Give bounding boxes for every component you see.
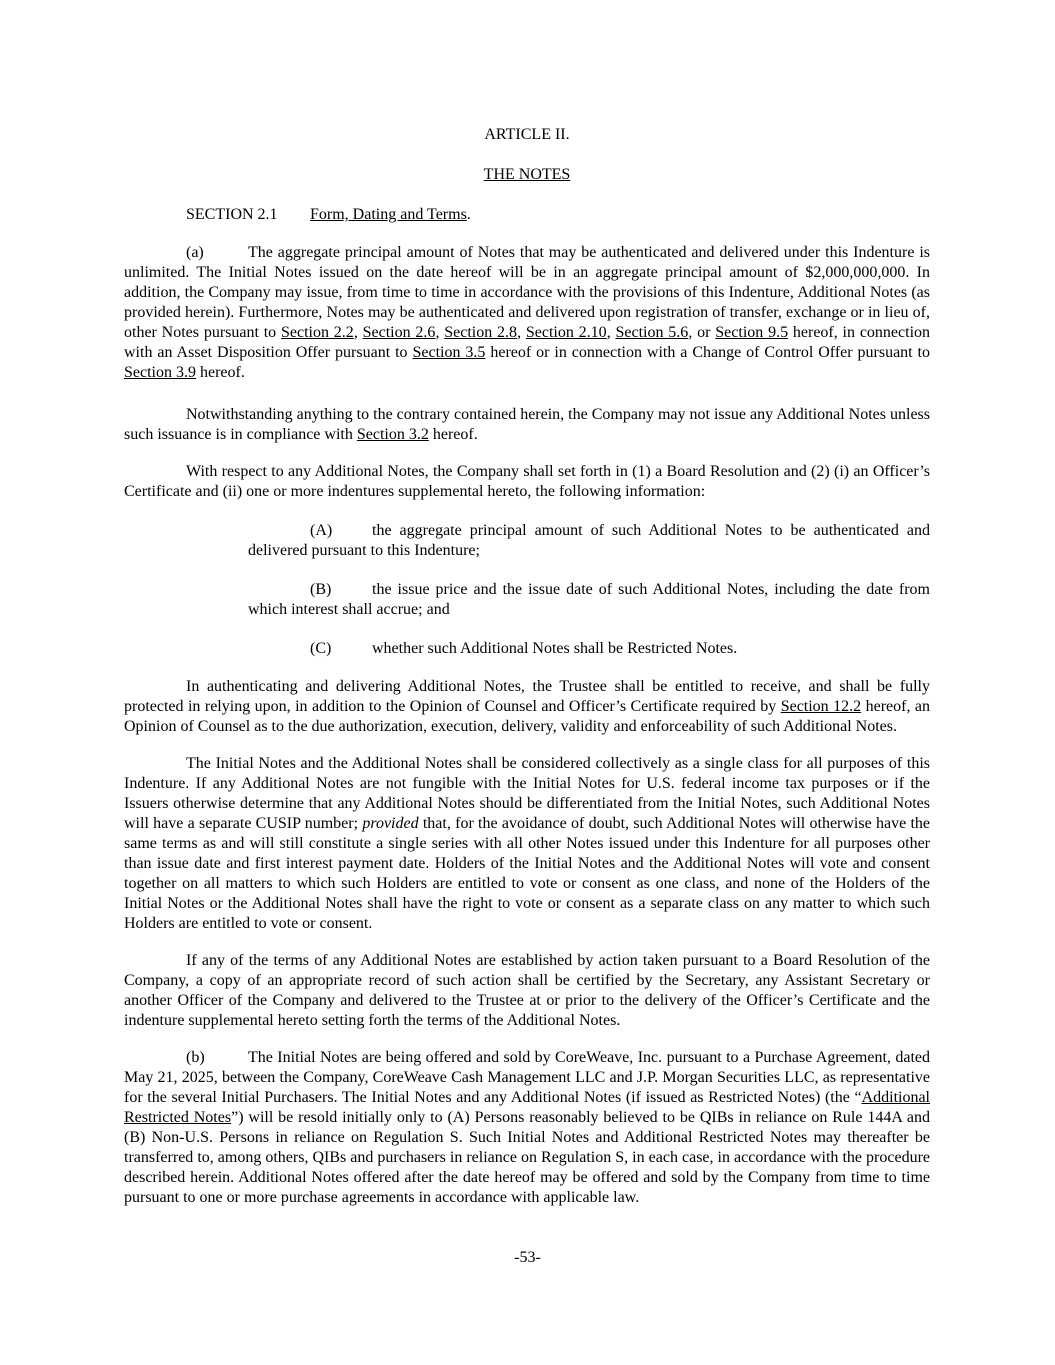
ref-separator: ,: [606, 324, 616, 341]
list-item-text: whether such Additional Notes shall be Restricted Notes.: [372, 640, 738, 657]
section-ref-5-6: Section 5.6: [615, 324, 689, 341]
paragraph-a-label: (a): [186, 244, 204, 261]
paragraph-a-text-3: hereof or in connection with a Change of Control Offer pursuant to: [485, 344, 931, 361]
paragraph-authenticating-text-1: In authenticating and delivering Additional Notes, the Trustee shall be entitled to receive, and shall be fully protected in relying upon, in addition to the Opinion of Counsel and Officer’s Certificate required by: [124, 678, 930, 715]
paragraph-b-text-2: ”) will be resold initially only to (A) Persons reasonably believed to be QIBs in reliance on Rule 144A and (B) Non-U.S. Persons in reliance on Regulation S. Such Initial Notes and Additional Restricted Notes may thereafter be transferred to, among others, QIBs and purchasers in reliance on Regulation S, in each case, in accordance with the procedure described herein. Additional Notes offered after the date hereof may be offered and sold by the Company from time to time pursuant to one or more purchase agreements in accordance with applicable law.: [124, 1109, 930, 1206]
list-item-a: [248, 521, 930, 561]
section-ref-3-2: Section 3.2: [356, 426, 429, 443]
section-ref-2-10: Section 2.10: [525, 324, 607, 341]
paragraph-initial-notes-text-2: that, for the avoidance of doubt, such Additional Notes will otherwise have the same terms as and will still constitute a single series with all other Notes issued under this Indenture for all purposes other than issue date and first interest payment date. Holders of the Initial Notes and the Additional Notes will vote and consent together on all matters to which such Holders are entitled to vote or consent as one class, and none of the Holders of the Initial Notes or the Additional Notes shall have the right to vote or consent as a separate class on any matter to which such Holders are entitled to vote or consent.: [124, 815, 930, 932]
paragraph-authenticating-text-2: hereof, an Opinion of Counsel as to the due authorization, execution, delivery, validity and enforceability of such Additional Notes.: [124, 698, 931, 735]
list-item-label: (C): [310, 640, 332, 657]
list-item-c: [248, 639, 930, 659]
article-heading: ARTICLE II.: [484, 126, 570, 143]
list-item-label: (B): [310, 581, 332, 598]
section-heading-period: .: [466, 206, 471, 223]
section-ref-2-6: Section 2.6: [362, 324, 436, 341]
section-ref-2-8: Section 2.8: [444, 324, 518, 341]
page-number: -53-: [514, 1249, 541, 1266]
section-ref-3-5: Section 3.5: [412, 344, 486, 361]
page-content: [124, 125, 930, 1208]
paragraph-a: [124, 243, 930, 383]
paragraph-a-text-4: hereof.: [196, 364, 245, 381]
section-number: SECTION 2.1: [186, 206, 278, 223]
paragraph-b-label: (b): [186, 1049, 205, 1066]
paragraph-b-text-1: The Initial Notes are being offered and sold by CoreWeave, Inc. pursuant to a Purchase Agreement, dated May 21, 2025, between the Company, CoreWeave Cash Management LLC and J.P. Morgan Securities LLC, as representative for the several Initial Purchasers. The Initial Notes and any Additional Notes (if issued as Restricted Notes) (the “: [124, 1049, 930, 1106]
section-ref-2-2: Section 2.2: [281, 324, 354, 341]
paragraph-notwithstanding-text-2: hereof.: [428, 426, 478, 443]
list-item-label: (A): [310, 522, 333, 539]
paragraph-notwithstanding-text-1: Notwithstanding anything to the contrary contained herein, the Company may not issue any Additional Notes unless such issuance is in compliance with: [124, 406, 930, 443]
section-ref-12-2: Section 12.2: [780, 698, 862, 715]
paragraph-with-respect: With respect to any Additional Notes, the Company shall set forth in (1) a Board Resolution and (2) (i) an Officer’s Certificate and (ii) one or more indentures supplemental hereto, the following information:: [124, 463, 930, 500]
defined-term-additional-restricted-notes: Additional Restricted Notes: [124, 1089, 930, 1126]
section-title: Form, Dating and Terms: [310, 206, 467, 223]
provided-term: provided: [362, 815, 419, 832]
article-title: [124, 165, 930, 185]
paragraph-terms: If any of the terms of any Additional Notes are established by action taken pursuant to a Board Resolution of the Company, a copy of an appropriate record of such action shall be certified by the Secretary, any Assistant Secretary or another Officer of the Company and delivered to the Trustee at or prior to the delivery of the Officer’s Certificate and the indenture supplemental hereto setting forth the terms of the Additional Notes.: [124, 952, 930, 1029]
ref-separator: ,: [517, 324, 526, 341]
paragraph-a-text-1: The aggregate principal amount of Notes that may be authenticated and delivered under this Indenture is unlimited. The Initial Notes issued on the date hereof will be in an aggregate principal amount of $2,000,000,000. In addition, the Company may issue, from time to time in accordance with the provisions of this Indenture, Additional Notes (as provided herein). Furthermore, Notes may be authenticated and delivered upon registration of transfer, exchange or in lieu of, other Notes pursuant to: [124, 244, 930, 341]
article-title-text: THE NOTES: [483, 166, 571, 183]
paragraph-a-text-2: hereof, in connection with an Asset Disposition Offer pursuant to: [124, 324, 931, 361]
list-item-b: [248, 580, 930, 620]
paragraph-b: [124, 1048, 930, 1208]
ref-separator: ,: [353, 324, 363, 341]
list-item-text: the issue price and the issue date of such Additional Notes, including the date from which interest shall accrue; and: [248, 581, 930, 618]
list-item-text: the aggregate principal amount of such Additional Notes to be authenticated and delivered pursuant to this Indenture;: [248, 522, 930, 559]
ref-separator: ,: [435, 324, 445, 341]
section-ref-3-9: Section 3.9: [124, 364, 196, 381]
ref-separator: , or: [688, 324, 716, 341]
paragraph-initial-notes: [124, 754, 930, 934]
paragraph-notwithstanding: [124, 405, 930, 445]
paragraph-authenticating: [124, 677, 930, 737]
section-ref-9-5: Section 9.5: [715, 324, 789, 341]
paragraph-initial-notes-text-1: The Initial Notes and the Additional Notes shall be considered collectively as a single class for all purposes of this Indenture. If any Additional Notes are not fungible with the Initial Notes for U.S. federal income tax purposes or if the Issuers otherwise determine that any Additional Notes should be differentiated from the Initial Notes, such Additional Notes will have a separate CUSIP number;: [124, 755, 930, 832]
section-heading: [124, 205, 930, 225]
